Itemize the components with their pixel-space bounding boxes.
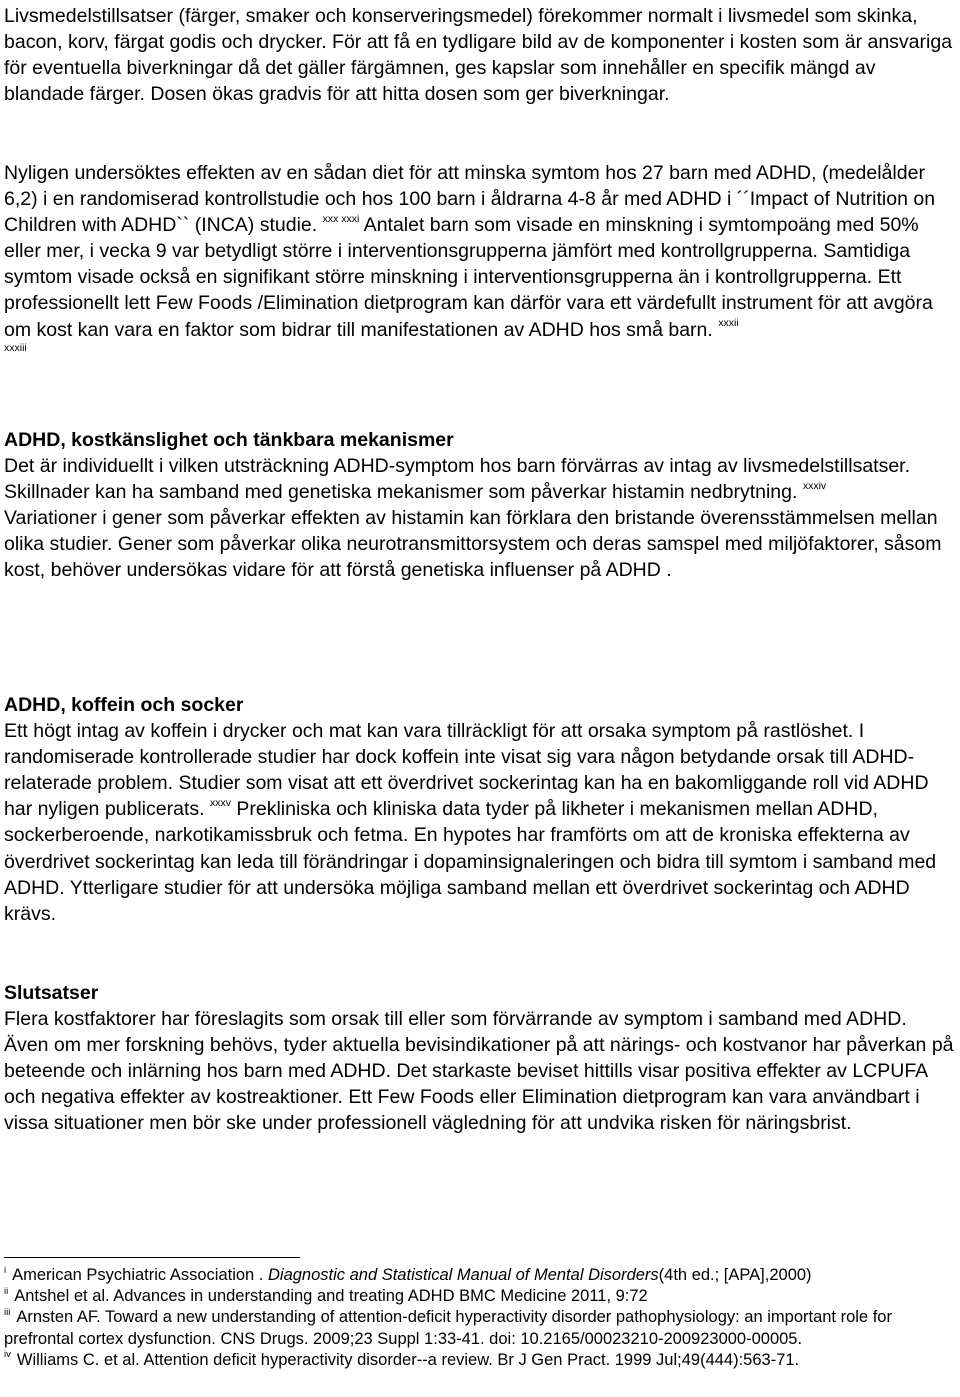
section-conclusions [4, 980, 956, 1137]
footnote-marker: iii [4, 1306, 11, 1318]
footnote-item [4, 1350, 949, 1371]
endnote-ref[interactable]: xxx xxxi [322, 212, 360, 225]
sensitivity-text-1: Det är individuellt i vilken utsträckning ADHD-symptom hos barn förvärras av intag av livsmedelstillsatser. Skillnader kan ha samband med genetiska mekanismer som påverkar histamin nedbrytning. [4, 455, 911, 504]
endnote-ref[interactable]: xxxiv [802, 479, 827, 492]
footnote-text: (4th ed.; [APA],2000) [658, 1266, 812, 1284]
footnote-title: Diagnostic and Statistical Manual of Mental Disorders [267, 1266, 659, 1284]
caffeine-paragraph [4, 718, 956, 927]
footnote-text: Antshel et al. Advances in understanding and treating ADHD BMC Medicine 2011, 9:72 [14, 1287, 648, 1306]
sensitivity-paragraph-1 [4, 453, 956, 505]
footnote-text: Arnsten AF. Toward a new understanding of attention-deficit hyperactivity disorder pathophysiology: an important role for prefrontal cortex dysfunction. CNS Drugs. 2009;23 Suppl 1:33-41. doi: 10.2165/00023210-200923000-00005. [4, 1308, 892, 1348]
section-sensitivity [4, 427, 956, 584]
caffeine-text-1: Ett högt intag av koffein i drycker och mat kan vara tillräckligt för att orsaka symptom på rastlöshet. I randomiserade kontrollerade studier har dock koffein inte visat sig vara någon betydande orsak till ADHD-relaterade problem. Studier som visat att ett överdrivet sockerintag kan ha en bakomliggande roll vid ADHD har nyligen publicerats. [4, 720, 929, 821]
section-caffeine [4, 692, 956, 927]
footnote-item [4, 1286, 949, 1307]
section-heading: ADHD, kostkänslighet och tänkbara mekanismer [4, 429, 454, 451]
endnote-ref[interactable]: xxxii [718, 317, 739, 330]
footnotes [4, 1265, 949, 1371]
endnote-ref[interactable]: xxxv [209, 796, 231, 809]
inca-text-1: Nyligen undersöktes effekten av en sådan diet för att minska symtom hos 27 barn med ADHD, (medelålder 6,2) i en randomiserad kontrollstudie och hos 100 barn i åldrarna 4-8 år med ADHD i ´´Impact of Nutrition on Children with ADHD`` (INCA) studie. [4, 162, 936, 237]
footnote-item [4, 1307, 949, 1349]
footnote-text: Williams C. et al. Attention deficit hyperactivity disorder--a review. Br J Gen Pract. 1999 Jul;49(444):563-71. [16, 1350, 800, 1369]
inca-text-2: Antalet barn som visade en minskning i symtompoäng med 50% eller mer, i vecka 9 var betydligt större i interventionsgrupperna jämfört med kontrollgrupperna. Samtidiga symtom visade också en signifikant större minskning i interventionsgrupperna än i kontrollgrupperna. Ett professionellt lett Few Foods /Elimination dietprogram kan därför vara ett värdefullt instrument för att avgöra om kost kan vara en faktor som bidrar till manifestationen av ADHD hos små barn. [4, 214, 933, 341]
footnote-text: American Psychiatric Association . [12, 1266, 268, 1284]
section-heading: Slutsatser [4, 982, 99, 1004]
footnote-marker: i [4, 1264, 7, 1276]
conclusions-paragraph: Flera kostfaktorer har föreslagits som orsak till eller som förvärrande av symptom i samband med ADHD. Även om mer forskning behövs, tyder aktuella bevisindikationer på att närings- och kostvanor har påverkan på beteende och inlärning hos barn med ADHD. Det starkaste beviset hittills visar positiva effekter av LCPUFA och negativa effekter av kostreaktioner. Ett Few Foods eller Elimination dietprogram kan vara användbart i vissa situationer men bör ske under professionell vägledning för att undvika risken för näringsbrist. [4, 1008, 954, 1135]
intro-paragraph [4, 3, 956, 107]
footnote-marker: ii [4, 1285, 9, 1297]
caffeine-text-2: Prekliniska och kliniska data tyder på likheter i mekanismen mellan ADHD, sockerberoende, narkotikamissbruk och fetma. En hypotes har framförts om att de kroniska effekterna av överdrivet sockerintag kan leda till förändringar i dopaminsignaleringen och bidra till symtom i samband med ADHD. Ytterligare studier för att undersöka möjliga samband mellan ett överdrivet sockerintag och ADHD krävs. [4, 798, 937, 925]
section-heading: ADHD, koffein och socker [4, 694, 244, 716]
inca-paragraph [4, 160, 956, 354]
intro-text: Livsmedelstillsatser (färger, smaker och konserveringsmedel) förekommer normalt i livsmedel som skinka, bacon, korv, färgat godis och drycker. För att få en tydligare bild av de komponenter i kosten som är ansvariga för eventuella biverkningar då det gäller färgämnen, ges kapslar som innehåller en specifik mängd av blandade färger. Dosen ökas gradvis för att hitta dosen som ger biverkningar. [4, 5, 953, 106]
endnote-ref[interactable]: xxxiii [4, 341, 27, 354]
footnote-item [4, 1265, 949, 1286]
footnote-separator [4, 1257, 300, 1258]
sensitivity-paragraph-2: Variationer i gener som påverkar effekten av histamin kan förklara den bristande överensstämmelsen mellan olika studier. Gener som påverkar olika neurotransmittorsystem och deras samspel med miljöfaktorer, såsom kost, behöver undersökas vidare för att förstå genetiska influenser på ADHD . [4, 507, 942, 582]
footnote-marker: iv [4, 1349, 11, 1361]
